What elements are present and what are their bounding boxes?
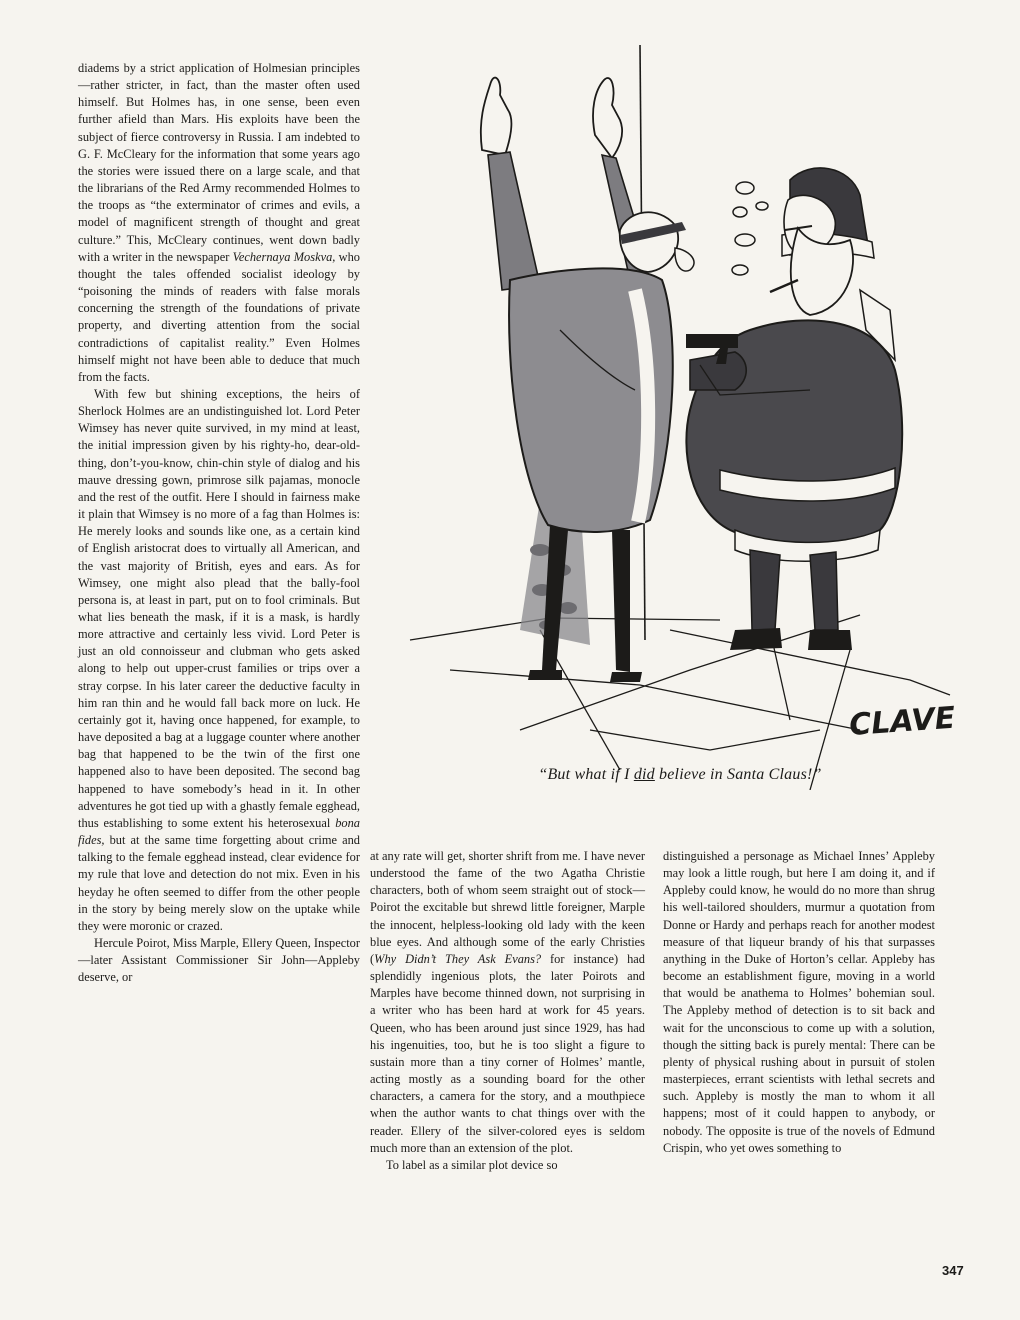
article-column-left <box>78 60 360 986</box>
article-column-right <box>663 848 935 1157</box>
paragraph-left-2: With few but shining exceptions, the heirs of Sherlock Holmes are an undistinguished lot. Lord Peter Wimsey has never quite survived, in my mind at least, the initial impression given by his righty-ho, dear-old-thing, don’t-you-know, chin-chin style of dialog and his mauve dressing gown, primrose silk pajamas, monocle and the rest of the outfit. Here I should in fairness make it plain that Wimsey is no more of a fag than Holmes is: He merely looks and sounds like one, as a certain kind of English aristocrat does to virtually all American, and the vast majority of British, eyes and ears. As for Wimsey, one might also plead that the bally-fool persona is, at least in part, put on to fool criminals. But what lies beneath the mask, if it is a mask, is hardly more attractive and certainly less vivid. Lord Peter is just an old connoisseur and clubman who gets asked along to help out upper-crust families or trips over a stray corpse. In his later career the deductive faculty in him ran thin and he would fall back more on luck. He certainly got it, having once happened, for example, to have deposited a bag at a luggage counter where another bag that happened to be the twin of the first one happened also to have been deposited. The second bag happened to have somebody’s head in it. In other adventures he got tied up with a ghastly female egghead, thus establishing to some extent his heterosexual bona fides, but at the same time forgetting about crime and talking to the female egghead instead, clear evidence for my rule that love and detection do not mix. Even in his heyday he often seemed to differ from the other people in the story by being merely slow on the uptake while they were moronic or crazed. <box>78 386 360 933</box>
book-title: Why Didn’t They Ask Evans? <box>374 951 542 966</box>
cartoon-caption: “But what if I did believe in Santa Claus!” <box>538 766 822 783</box>
paragraph-middle-1: at any rate will get, shorter shrift from me. I have never understood the fame of the two Agatha Christie characters, both of whom seem straight out of stock—Poirot the excitable but shrewd little foreigner, Marple the innocent, helpless-looking old lady with the keen blue eyes. And although some of the early Christies (Why Didn’t They Ask Evans? for instance) had splendidly ingenious plots, the later Poirots and Marples have become thinned down, not surprising in a writer who has been hard at work for 45 years. Queen, who has been around just since 1929, has had his ingenuities, too, but he is too slight a figure to sustain more than a tiny corner of Holmes’ mantle, acting mostly as a sounding board for the other characters, a camera for the story, and a mouthpiece when the author wants to chat things over with the reader. Ellery of the silver-colored eyes is seldom much more than an extension of the plot. <box>370 849 645 1155</box>
paragraph-left-1: diadems by a strict application of Holmesian principles—rather stricter, in fact, than the master often used himself. But Holmes has, in one sense, been even further afield than Mars. His exploits have been the subject of fierce controversy in Russia. I am indebted to G. F. McCleary for the information that some years ago the stories were issued there on a large scale, and that the librarians of the Red Army recommended Holmes to the troops as “the exterminator of crimes and evils, a model of magnificent strength of thought and great culture.” This, McCleary continues, went down badly with a writer in the newspaper Vechernaya Moskva, who thought the tales offended socialist ideology by “poisoning the minds of readers with false morals concerning the strength of the foundations of private property, and diverting attention from the social contradictions of capitalist reality.” Even Holmes himself might not have been able to deduce that much from the facts. <box>78 61 361 384</box>
pistol <box>686 334 738 348</box>
italic-phrase: bona fides, <box>78 815 360 848</box>
victim-figure <box>481 78 694 682</box>
cartoon-illustration <box>390 30 990 790</box>
page-number: 347 <box>942 1263 964 1278</box>
santa-figure <box>686 168 902 650</box>
article-column-middle <box>370 848 645 1174</box>
newspaper-title: Vechernaya Moskva, <box>232 249 336 264</box>
floor-tiles <box>410 615 950 790</box>
thought-bubbles <box>732 182 768 275</box>
artist-signature: CLAVE <box>848 700 957 743</box>
paragraph-middle-2: To label as a similar plot device so <box>386 1157 558 1172</box>
caption-underlined-word: did <box>633 766 655 783</box>
paragraph-right-1: distinguished a personage as Michael Innes’ Appleby may look a little rough, but here I am doing it, and if Appleby could know, he would do no more than shrug his well-tailored shoulders, murmur a quotation from Donne or Hardy and perhaps reach for another modest measure of that liqueur brandy of his that surpasses anything in the Duke of Horton’s cellar. Appleby has become an establishment figure, moving in a world that would be anathema to Holmes’ bohemian soul. The Appleby method of detection is to sit back and wait for the unconscious to come up with a solution, though the sitting back is purely mental: There can be plenty of physical rushing about in pursuit of stolen masterpieces, errant scientists with lethal secrets and such. Appleby is mostly the man to whom it all happens; most of it could happen to anybody, or nobody. The opposite is true of the novels of Edmund Crispin, who yet owes something to <box>663 849 935 1155</box>
paragraph-left-3: Hercule Poirot, Miss Marple, Ellery Queen, Inspector—later Assistant Commissioner Sir John—Appleby deserve, or <box>78 935 360 985</box>
